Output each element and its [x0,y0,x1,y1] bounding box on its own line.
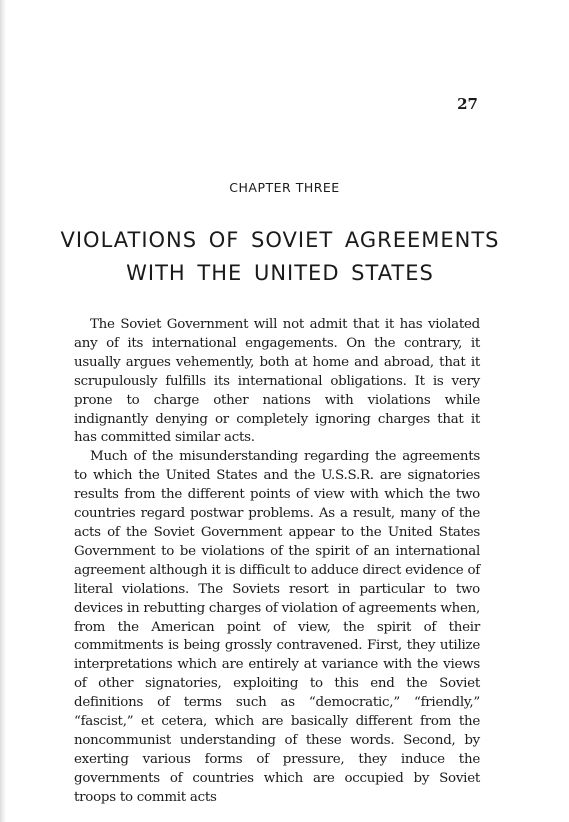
chapter-title-line-2: WITH THE UNITED STATES [126,261,434,285]
chapter-label: CHAPTER THREE [229,180,340,195]
paragraph-1: The Soviet Government will not admit that it has violated any of its international engagements. On the contrary, it usually argues vehemently, both at home and abroad, that it scrupulously fulfills its international obligations. It is very prone to charge other nations with violations while indignantly denying or completely ignoring charges that it has committed similar acts. [74,317,480,446]
paragraph-2: Much of the misunderstanding regarding the agreements to which the United States and the U.S.S.R. are signatories results from the different points of view with which the two countries regard postwar problems. As a result, many of the acts of the Soviet Government appear to the United States Government to be violations of the spirit of an international agreement although it is difficult to adduce direct evidence of literal violations. The Soviets resort in particular to two devices in rebutting charges of violation of agreements when, from the American point of view, the spirit of their commitments is being grossly contravened. First, they utilize interpretations which are entirely at variance with the views of other signatories, exploiting to this end the Soviet definitions of terms such as “democratic,” “friendly,” “fascist,” et cetera, which are basically different from the noncommunist understanding of these words. Second, by exerting various forms of pressure, they induce the governments of countries which are occupied by Soviet troops to commit acts [74,449,480,805]
page-number: 27 [457,95,478,113]
chapter-title-line-1: VIOLATIONS OF SOVIET AGREEMENTS [60,228,500,252]
chapter-title [60,224,500,290]
body-text [74,316,480,808]
